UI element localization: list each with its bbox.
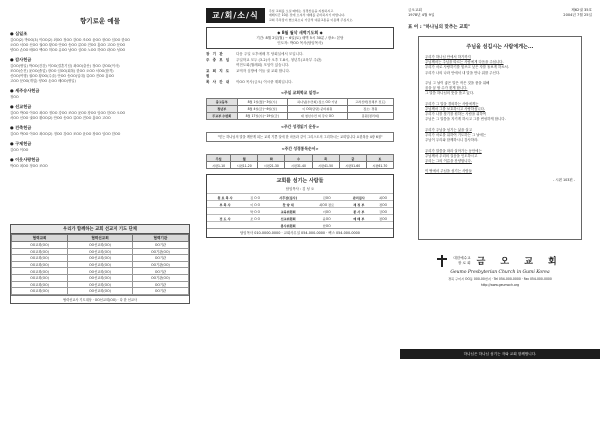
dept-row bbox=[207, 105, 394, 112]
prayer-cell: OO선교회(OO) bbox=[68, 268, 133, 275]
bible-reading: 시편1-10 bbox=[207, 162, 231, 169]
serve-cell: 김OO bbox=[309, 194, 344, 201]
notice-line: 인도자: 박OO 목사(담임목사) bbox=[277, 41, 323, 45]
offering-line: 박OO 최OO 정OO 조OO bbox=[10, 164, 48, 168]
news-item-label: 교 회 지 도 원 bbox=[206, 68, 231, 79]
notice-line: 기간: 8월 2일(월) ~ 6일(토) 새벽 5시 30분 / 장소: 본당 bbox=[256, 36, 344, 40]
serve-cell: 원 로 목 사 bbox=[207, 194, 243, 201]
offering-section-body bbox=[10, 164, 190, 169]
prayer-cell: OO교회(OO) bbox=[12, 281, 68, 288]
prayer-cell: OO기관 bbox=[132, 268, 188, 275]
church-name: 금 오 교 회 bbox=[476, 257, 563, 267]
prayer-cell: OO기관(OO) bbox=[132, 261, 188, 268]
prayer-cell: OO기관 bbox=[132, 255, 188, 262]
serve-sub: 담임목사 : 김 성 오 bbox=[285, 187, 315, 192]
prayer-table bbox=[11, 234, 189, 295]
serve-title: 교회를 섬기는 사람들 bbox=[276, 178, 324, 185]
dept-cell: 고려신학(전체부 전도) bbox=[347, 98, 393, 105]
offering-line: 김OO 박OO 이OO 최OO(2) 정OO 강OO 조OO 윤OO 장OO 임OO 한OO bbox=[10, 132, 121, 136]
news-side bbox=[269, 9, 354, 22]
serve-cell: 사무장(집사) bbox=[267, 194, 309, 201]
prayer-col-header: 협력기관 bbox=[132, 235, 188, 242]
prayer-cell: OO기관 bbox=[132, 242, 188, 249]
news-column bbox=[200, 0, 400, 424]
serve-cell: 예 배 부 bbox=[344, 215, 373, 222]
dept-cell: 청년부 bbox=[207, 105, 238, 112]
serve-cell: 강OO bbox=[373, 208, 393, 215]
offering-line: 조OO(승진) 윤OO(졸업) 장OO 임OO(회복) 한OO 오OO 서OO(합격) bbox=[10, 69, 114, 73]
offering-section-body bbox=[10, 132, 190, 137]
serve-cell: 재 정 부 bbox=[344, 201, 373, 208]
scripture-line: 주님께서 우리의 걸음을 인도하시고 bbox=[425, 153, 478, 158]
bible-day: 금 bbox=[339, 155, 366, 162]
news-item-text: 이OO 목사(금오) 이시중 계획입니다. bbox=[236, 79, 293, 84]
offering-sections bbox=[10, 31, 190, 169]
serve-cell bbox=[207, 208, 243, 215]
dept-cell: 장소: 경원 bbox=[347, 105, 393, 112]
offering-line: 정OO bbox=[10, 95, 19, 99]
serve-box bbox=[206, 174, 394, 238]
serve-cell: 이 O O bbox=[243, 201, 267, 208]
scripture-title: 주님을 섬깁시는 사람에게는... bbox=[466, 44, 534, 50]
dept-cell: 8월 1일(월)~3일(수) bbox=[237, 98, 287, 105]
serve-row bbox=[207, 201, 393, 208]
news-item bbox=[206, 80, 394, 86]
prayer-cell: OO교회(OO) bbox=[12, 288, 68, 295]
prayer-cell: OO기관(OO) bbox=[132, 274, 188, 281]
news-item-text: 주일학교 모두 (3-2)사 오후 7-8시, 청년부(교육부 주관) bbox=[236, 57, 322, 62]
dept-cell: 대 청년수련 외 강사 OO bbox=[287, 112, 347, 119]
scripture-line: 이 땅에서 주님을 섬기는 사람들 bbox=[425, 169, 472, 174]
bible-reading: 시편31-40 bbox=[285, 162, 312, 169]
scripture-line: 우리가 서로를 위하여 기도하는 그 날에는 bbox=[425, 133, 487, 138]
offering-line: 오OO 서OO 신OO 권OO 황OO 안OO 송OO 류OO 전OO 홍OO 고OO 문OO bbox=[10, 43, 126, 47]
news-items bbox=[206, 52, 394, 86]
scripture-line: 주님 그 날이 좋은 말은 작은 것을 품을 위해 bbox=[425, 81, 490, 86]
serve-cell: 최OO bbox=[373, 194, 393, 201]
offering-section-body bbox=[10, 95, 190, 100]
dept-cell: 하나님(수련회) 장소 OO 기념 bbox=[287, 98, 347, 105]
scripture-line: 주님은 그 말씀을 지키게 하시고 그를 번성하게 합니다. bbox=[425, 117, 506, 122]
bible-day: 주일 bbox=[207, 155, 231, 162]
scripture-lines bbox=[425, 55, 575, 175]
scripture-line: 우리가 서로 사랑하기를 힘쓰고 낮은 자를 돌보게 하소서. bbox=[425, 65, 509, 70]
theme-title: 표 어 : "하나님의 맞추는 교회" bbox=[408, 25, 471, 30]
prayer-cell: OO선교회(OO) bbox=[68, 274, 133, 281]
scripture-line: 꿈을 꿈 할 수가 찾게 합니다. bbox=[425, 86, 468, 91]
serve-cell: 봉 사 부 bbox=[344, 208, 373, 215]
dept-row bbox=[207, 98, 394, 105]
offering-section-head: ● 구제헌금 bbox=[10, 141, 32, 146]
news-side-line: 예배시간 10분 전에 오셔서 예배를 준비하시기 바랍니다. bbox=[268, 13, 346, 18]
scripture-line: 우리는 그의 이름을 찬양합니다. bbox=[425, 159, 472, 164]
offering-line: 김OO(생일) 박OO(건강) 이OO(결혼기념) 최OO(출산) 정OO 강OO(이사) bbox=[10, 64, 120, 68]
serve-cell: 부 목 사 bbox=[207, 201, 243, 208]
bible-day: 토 bbox=[366, 155, 393, 162]
prayer-cell: OO선교회(OO) bbox=[68, 255, 133, 262]
meta-issue: 제62권 35호 bbox=[571, 8, 592, 12]
offering-section-head: ● 감사헌금 bbox=[10, 57, 32, 62]
notice-head: ◆ 8월 월삭 새벽기도회 ◆ bbox=[277, 30, 323, 35]
prayer-row bbox=[12, 248, 189, 255]
serve-cell: 봉사위원회 bbox=[267, 222, 309, 229]
news-item bbox=[206, 69, 394, 80]
quote-title: <주간 성경읽기 운동> bbox=[280, 123, 320, 129]
offering-line: 서OO 신OO 권OO 황OO(2) 안OO 송OO 류OO 전OO 홍OO 고OO bbox=[10, 116, 111, 120]
prayer-col-header: 협력교회 bbox=[12, 235, 68, 242]
church-website[interactable]: http://www.geumoch.org bbox=[480, 283, 520, 288]
church-pre1: 대한예수교 bbox=[453, 255, 471, 260]
news-side-line: 주일 교회를 오실 때에는 성경찬송을 지참하시고 bbox=[268, 9, 334, 14]
prayer-cell: OO기관 bbox=[132, 281, 188, 288]
scripture-line: 우리가 나를 찾기를 원하는 사람을 위하여 bbox=[425, 112, 487, 117]
notice-box bbox=[206, 27, 394, 49]
prayer-box bbox=[10, 224, 190, 304]
scripture-line: 주님께서 그를 보호하시고 사랑하십니다. bbox=[425, 107, 485, 112]
news-item-text: 교역자 심방에 이들 권 교회 합니다. bbox=[236, 68, 291, 73]
bible-reading: 시편21-30 bbox=[258, 162, 285, 169]
serve-row bbox=[207, 194, 393, 201]
serve-row bbox=[207, 215, 393, 222]
church-pre2: 장 로 회 bbox=[457, 260, 471, 265]
offering-section-head: ● 세주승사헌금 bbox=[10, 88, 40, 93]
scripture-line: 주님이 우리와 함께하시니 감사하라. bbox=[425, 138, 479, 143]
scripture-line: 우리가 하나님 안에서 하기까지 bbox=[425, 55, 471, 59]
offering-column bbox=[0, 0, 200, 424]
bible-day: 월 bbox=[231, 155, 258, 162]
prayer-cell: OO선교회(OO) bbox=[68, 248, 133, 255]
cross-icon bbox=[437, 255, 447, 267]
bible-day: 목 bbox=[312, 155, 339, 162]
prayer-cell: OO선교회(OO) bbox=[68, 261, 133, 268]
church-address: 경북 구미시 OO동 000-00번지 · Tel 054-000-0000 · Fax 054-000-0000 bbox=[448, 277, 552, 281]
news-title: 교/회/소/식 bbox=[206, 8, 265, 23]
prayer-cell: OO교회(OO) bbox=[12, 255, 68, 262]
news-side-line: 교회 주차장이 협소하오니 가급적 대중교통을 이용해 주십시오. bbox=[268, 17, 354, 22]
dept-cell: 8월 17일(수)~19일(금) bbox=[237, 112, 287, 119]
serve-cell: 찬 양 대 bbox=[267, 201, 309, 208]
news-item-label: 목 사 칸 내 bbox=[206, 79, 231, 84]
serve-row bbox=[207, 208, 393, 215]
dept-row bbox=[207, 112, 394, 119]
serve-cell: 정OO bbox=[373, 201, 393, 208]
offering-line: 김OO 박OO 이OO 최OO 정OO 강OO 조OO 윤OO 장OO 임OO 한OO 오OO bbox=[10, 111, 126, 115]
prayer-footer: 협력선교사 기도대상 · OO선교회(OO) · 다 한 선교사 bbox=[11, 295, 189, 303]
bible-day: 수 bbox=[285, 155, 312, 162]
news-item-label: 주 중 모 임 bbox=[206, 57, 231, 62]
news-item-text: 여전도회(월례회) 모임이 있습니다. bbox=[236, 63, 290, 68]
scripture-line: 우리가 주님을 섬기는 삶을 살고 bbox=[425, 127, 472, 132]
offering-line: 양OO 손OO 배OO 백OO 허OO 유OO 남OO 심OO 노OO 하OO 곽OO 성OO bbox=[10, 48, 126, 52]
dept-cell: 8월 4일(금)~6일(일) bbox=[237, 105, 287, 112]
dept-title: <주일 교회학교 일정> bbox=[280, 89, 320, 95]
serve-cell: 교육위원회 bbox=[267, 208, 309, 215]
prayer-cell: OO교회(OO) bbox=[12, 248, 68, 255]
offering-section-head: ● 건축헌금 bbox=[10, 125, 32, 130]
prayer-row bbox=[12, 288, 189, 295]
church-english-name: Geumo Presbyterian Church in Gumi Korea bbox=[450, 270, 550, 275]
meta-date: 2004년 7월 25일 bbox=[563, 13, 592, 17]
quote-text: "믿는 하나님의 말을 깨닫게 되는 교회 기쁜 일에 한 마음과 같이 그리스도의 그리하시는 교회입니다 요한복음 4장 6절" bbox=[206, 132, 394, 143]
offering-section-body bbox=[10, 111, 190, 121]
offering-section-body bbox=[10, 38, 190, 53]
dept-cell: 중고등부 bbox=[207, 98, 238, 105]
prayer-cell: OO교회(OO) bbox=[12, 242, 68, 249]
prayer-row bbox=[12, 261, 189, 268]
serve-cell: 이OO bbox=[309, 208, 344, 215]
bible-reading: 시편41-50 bbox=[312, 162, 339, 169]
dept-cell: 봉원(정리외) bbox=[347, 112, 393, 119]
news-header bbox=[206, 8, 394, 23]
prayer-row bbox=[12, 242, 189, 249]
bible-reading: 시편51-60 bbox=[339, 162, 366, 169]
prayer-cell: OO교회(OO) bbox=[12, 268, 68, 275]
offering-section-head: ● 선교헌금 bbox=[10, 104, 32, 109]
serve-cell: 김 O O bbox=[243, 194, 267, 201]
serve-cell: 조 O O bbox=[243, 215, 267, 222]
dept-table bbox=[206, 98, 394, 120]
scripture-ref: - 시편 103편 - bbox=[553, 177, 575, 182]
bible-table bbox=[206, 154, 394, 169]
church-block bbox=[408, 254, 592, 287]
scripture-box bbox=[418, 36, 582, 240]
serve-cell: 최OO 장로 bbox=[309, 201, 344, 208]
offering-section-head: ● 십일조 bbox=[10, 31, 28, 36]
prayer-cell: OO기관(OO) bbox=[132, 248, 188, 255]
offering-line: 김OO(2) 박OO(3) 이OO(2) 최OO 정OO 강OO 조OO 윤OO 장OO 임OO 한OO bbox=[10, 38, 130, 42]
serve-cell: 박 O O bbox=[243, 208, 267, 215]
offering-section-head: ● 이웃사랑헌금 bbox=[10, 157, 40, 162]
offering-line: 신OO(여행) 권OO 황OO(수술) 안OO 송OO(입대) 류OO 전OO 홍OO bbox=[10, 74, 115, 78]
bible-title: <주간 성경통독순서> bbox=[281, 146, 319, 152]
offering-line: 김OO 이OO bbox=[10, 148, 29, 152]
scripture-line: 우리가 그 말을 경외하는 사람에게는 bbox=[425, 101, 479, 106]
serve-cell: 선교위원회 bbox=[267, 215, 309, 222]
serve-cell: 장OO bbox=[373, 215, 393, 222]
scripture-line: 우리가 나의 나라 안에서 내 말을 만나 위를 주신다. bbox=[425, 70, 501, 75]
serve-cell: 윤OO bbox=[309, 215, 344, 222]
prayer-row bbox=[12, 274, 189, 281]
serve-footer: 담임목사 010-0000-0000 · 교회사무실 054-000-0000 · 팩스 054-000-0000 bbox=[207, 228, 393, 237]
offering-title: 향기로운 예물 bbox=[80, 17, 120, 25]
prayer-col-header: 협력선교회 bbox=[68, 235, 133, 242]
prayer-cell: OO선교회(OO) bbox=[68, 242, 133, 249]
cover-meta bbox=[408, 8, 592, 18]
prayer-cell: OO교회(OO) bbox=[12, 261, 68, 268]
prayer-cell: OO교회(OO) bbox=[12, 274, 68, 281]
serve-table bbox=[207, 193, 393, 228]
news-item-label: 장 기 관 bbox=[206, 52, 224, 56]
news-item-text: 다음 주일 오후예배 후 당회실에서 모입니다. bbox=[236, 52, 304, 56]
serve-cell: 한OO bbox=[309, 222, 344, 229]
meta-founded: 1978년 4월 9일 bbox=[408, 13, 435, 17]
prayer-row bbox=[12, 255, 189, 262]
bible-reading: 시편11-20 bbox=[231, 162, 258, 169]
prayer-title: 우리가 함께하는 교회 선교지 기도 단체 bbox=[11, 225, 189, 234]
prayer-row bbox=[12, 268, 189, 275]
offering-section-body bbox=[10, 148, 190, 153]
meta-church: 금오교회 bbox=[408, 8, 422, 12]
bible-day: 화 bbox=[258, 155, 285, 162]
prayer-row bbox=[12, 281, 189, 288]
prayer-cell: OO기관 bbox=[132, 288, 188, 295]
scripture-line: 우리가 말씀을 따라 살아가는 동안에는 bbox=[425, 148, 482, 153]
cover-column bbox=[400, 0, 600, 424]
scripture-line: 주님께서는 주님을 따르는 사람에게 다음을 주십니다. bbox=[425, 60, 504, 65]
serve-cell: 관리집사 bbox=[344, 194, 373, 201]
dept-cell: 주교부 수련회 bbox=[207, 112, 238, 119]
serve-cell: 전 도 사 bbox=[207, 215, 243, 222]
bible-reading: 시편61-70 bbox=[366, 162, 393, 169]
motto-bar: 하나님은 하나님 섬기는 자와 교회 함께합니다. bbox=[400, 349, 600, 359]
prayer-cell: OO선교회(OO) bbox=[68, 288, 133, 295]
dept-cell: 이 OO(담당) 준비위원 bbox=[287, 105, 347, 112]
prayer-cell: OO선교회(OO) bbox=[68, 281, 133, 288]
offering-section-body bbox=[10, 64, 190, 84]
offering-line: 고OO 문OO(개업) 양OO 손OO 배OO(생일) bbox=[10, 79, 76, 83]
scripture-line: 그 말씀 하나님의 뜻을 품고 있다. bbox=[425, 91, 475, 96]
